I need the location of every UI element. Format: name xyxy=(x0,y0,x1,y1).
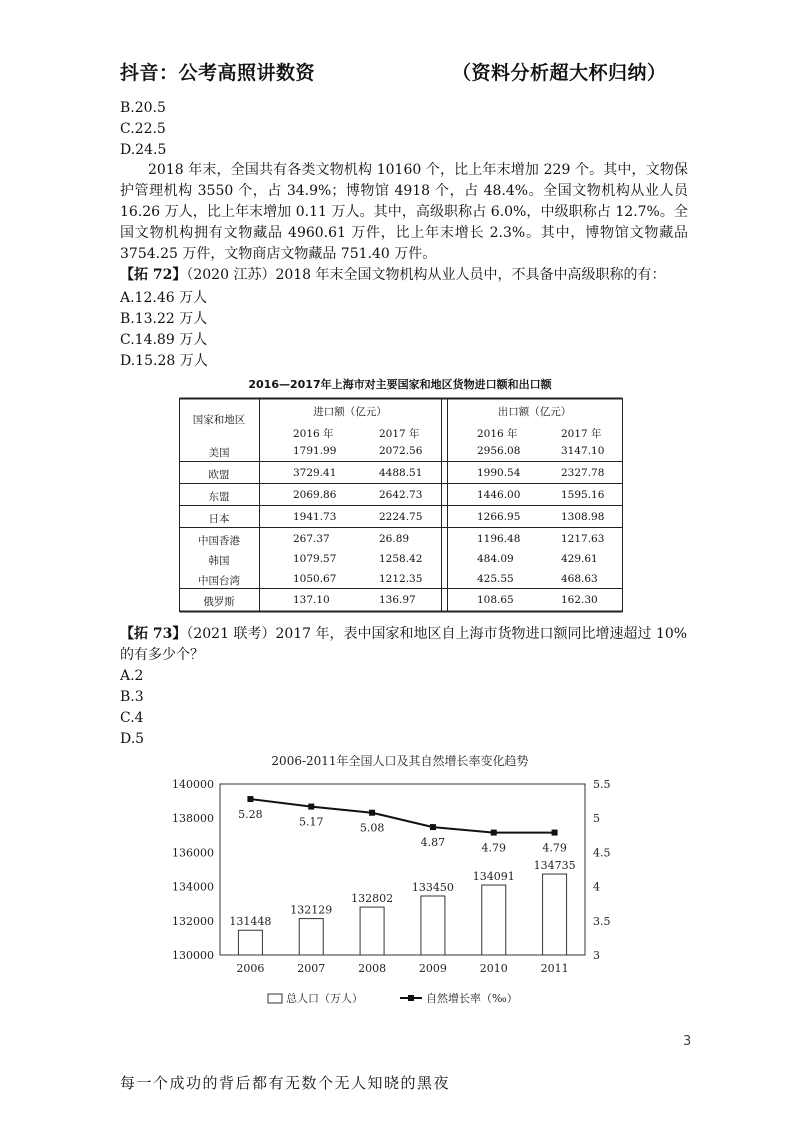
bar xyxy=(238,930,262,955)
growth-rate-line xyxy=(250,799,554,833)
line-data-label: 5.28 xyxy=(238,808,263,822)
table-cell: 425.55 xyxy=(477,573,514,585)
legend-bar-swatch xyxy=(268,994,282,1003)
x-tick-label: 2006 xyxy=(236,962,265,975)
question-73 xyxy=(120,624,690,666)
table-row-label: 欧盟 xyxy=(208,469,230,481)
table-row-label: 韩国 xyxy=(208,555,230,567)
table-year-import-2016: 2016 年 xyxy=(293,428,334,440)
line-data-label: 4.79 xyxy=(481,841,506,855)
table-cell: 108.65 xyxy=(477,594,514,606)
bar xyxy=(543,874,567,955)
table-row-label: 日本 xyxy=(208,513,230,525)
footer-motto: 每一个成功的背后都有无数个无人知晓的黑夜 xyxy=(120,1074,451,1092)
question-72-tag: 【拓 72】 xyxy=(120,267,187,283)
chart-bars xyxy=(229,859,575,955)
chart-legend xyxy=(268,991,518,1005)
y-right-tick-label: 3.5 xyxy=(593,914,611,928)
bar-data-label: 133450 xyxy=(411,881,454,895)
table-year-export-2016: 2016 年 xyxy=(477,428,518,440)
bar-data-label: 131448 xyxy=(229,915,272,929)
legend-line-label: 自然增长率（‰） xyxy=(426,992,518,1005)
table-header-export: 出口额（亿元） xyxy=(497,406,572,418)
table-cell: 1308.98 xyxy=(561,511,605,523)
table-cell: 2327.78 xyxy=(561,467,605,479)
prev-option-c: C.22.5 xyxy=(120,121,166,137)
table-cell: 1079.57 xyxy=(293,553,337,565)
line-point xyxy=(491,830,497,836)
legend-line-marker xyxy=(408,995,414,1001)
y-right-tick-label: 4 xyxy=(593,880,600,894)
y-right-tick-label: 4.5 xyxy=(593,846,611,860)
question-72-text: （2020 江苏）2018 年末全国文物机构从业人员中，不具备中高级职称的有： xyxy=(186,267,666,283)
y-left-tick-label: 130000 xyxy=(172,949,214,962)
table-cell: 137.10 xyxy=(293,594,330,606)
y-left-tick-label: 136000 xyxy=(172,846,214,860)
q72-option-d: D.15.28 万人 xyxy=(120,353,208,369)
x-tick-label: 2010 xyxy=(479,962,508,975)
table-year-import-2017: 2017 年 xyxy=(379,428,420,440)
x-tick-label: 2009 xyxy=(418,962,447,975)
table-header-import: 进口额（亿元） xyxy=(313,406,387,418)
table-cell: 2224.75 xyxy=(379,511,423,523)
line-point xyxy=(308,804,314,810)
plot-frame xyxy=(220,784,585,955)
prev-option-b: B.20.5 xyxy=(120,100,166,116)
table-cell: 484.09 xyxy=(477,553,514,565)
table-cell: 1941.73 xyxy=(293,511,337,523)
table-cell: 1196.48 xyxy=(477,533,521,545)
chart-line-series xyxy=(238,796,567,855)
q73-option-a: A.2 xyxy=(120,668,144,684)
line-data-label: 4.87 xyxy=(420,836,446,850)
table-cell: 162.30 xyxy=(561,594,598,606)
passage-text: 2018 年末，全国共有各类文物机构 10160 个，比上年末增加 229 个。其中，文物保护管理机构 3550 个，占 34.9%；博物馆 4918 个，占 48.4%。全国文物机构从业人员 16.26 万人，比上年末增加 0.11 万人。其中，高级职称占 6.0%，中级职称占 12.7%。全国文物机构拥有文物藏品 4960.61 万件，比上年末增长 2.3%。其中，博物馆文物藏品 3754.25 万件，文物商店文物藏品 751.40 万件。 xyxy=(120,162,688,262)
question-73-tag: 【拓 73】 xyxy=(120,626,187,642)
table-cell: 3147.10 xyxy=(561,445,605,457)
prev-option-d: D.24.5 xyxy=(120,142,167,158)
table-row-label: 中国香港 xyxy=(198,535,240,547)
table-cell: 1446.00 xyxy=(477,489,521,501)
header-right: （资料分析超大杯归纳） xyxy=(452,62,667,84)
bar xyxy=(421,896,445,955)
bar xyxy=(299,919,323,955)
table-cell: 1791.99 xyxy=(293,445,337,457)
population-chart xyxy=(150,748,650,1018)
table-cell: 1266.95 xyxy=(477,511,521,523)
table-cell: 1050.67 xyxy=(293,573,337,585)
table-cell: 2956.08 xyxy=(477,445,521,457)
table-cell: 267.37 xyxy=(293,533,330,545)
table-cell: 2642.73 xyxy=(379,489,423,501)
table-cell: 4488.51 xyxy=(379,467,423,479)
table-row-label: 中国台湾 xyxy=(198,575,240,587)
q72-option-a: A.12.46 万人 xyxy=(120,290,208,306)
table-cell: 3729.41 xyxy=(293,467,337,479)
q72-option-b: B.13.22 万人 xyxy=(120,311,208,327)
table-cell: 1258.42 xyxy=(379,553,423,565)
header-left: 抖音：公考高照讲数资 xyxy=(120,62,316,84)
y-right-tick-label: 5.5 xyxy=(593,778,611,791)
table-cell: 136.97 xyxy=(379,594,416,606)
bar-data-label: 134091 xyxy=(472,870,515,884)
bar-data-label: 132802 xyxy=(351,892,394,906)
table-cell: 2072.56 xyxy=(379,445,423,457)
line-point xyxy=(552,830,558,836)
y-right-tick-label: 5 xyxy=(593,812,600,826)
table-cell: 2069.86 xyxy=(293,489,337,501)
table-row-label: 俄罗斯 xyxy=(203,596,235,608)
line-data-label: 5.17 xyxy=(299,815,324,829)
table-row-label: 美国 xyxy=(208,447,230,459)
page-number: 3 xyxy=(683,1034,692,1049)
q73-option-b: B.3 xyxy=(120,689,144,705)
y-left-tick-label: 138000 xyxy=(172,812,214,826)
import-export-table xyxy=(179,398,622,611)
table-cell: 1990.54 xyxy=(477,467,521,479)
table-cell: 26.89 xyxy=(379,533,410,545)
table-year-export-2017: 2017 年 xyxy=(561,428,602,440)
line-point xyxy=(430,824,436,830)
q73-option-c: C.4 xyxy=(120,710,144,726)
line-data-label: 4.79 xyxy=(542,841,567,855)
legend-bar-label: 总人口（万人） xyxy=(286,992,363,1005)
x-tick-label: 2007 xyxy=(297,962,326,975)
line-point xyxy=(369,810,375,816)
x-tick-label: 2008 xyxy=(358,962,387,975)
q73-option-d: D.5 xyxy=(120,731,145,747)
bar-data-label: 134735 xyxy=(533,859,576,873)
x-tick-label: 2011 xyxy=(540,962,569,975)
table-cell: 1212.35 xyxy=(379,573,423,585)
y-left-tick-label: 140000 xyxy=(172,778,214,791)
bar xyxy=(360,907,384,955)
y-left-tick-label: 132000 xyxy=(172,914,214,928)
bar-data-label: 132129 xyxy=(290,903,333,917)
table-header-region: 国家和地区 xyxy=(192,414,246,426)
question-73-text: （2021 联考）2017 年，表中国家和地区自上海市货物进口额同比增速超过 10%的有多少个？ xyxy=(120,626,688,663)
y-right-tick-label: 3 xyxy=(593,949,600,962)
table-row-label: 东盟 xyxy=(208,491,230,503)
q72-option-c: C.14.89 万人 xyxy=(120,332,208,348)
table-cell: 1217.63 xyxy=(561,533,605,545)
table-cell: 429.61 xyxy=(561,553,598,565)
table-cell: 1595.16 xyxy=(561,489,605,501)
chart-title: 2006-2011年全国人口及其自然增长率变化趋势 xyxy=(271,754,529,768)
table-title: 2016—2017年上海市对主要国家和地区货物进口额和出口额 xyxy=(248,378,552,391)
bar xyxy=(482,885,506,955)
table-cell: 468.63 xyxy=(561,573,598,585)
y-left-tick-label: 134000 xyxy=(172,880,214,894)
line-data-label: 5.08 xyxy=(359,821,385,835)
line-point xyxy=(247,796,253,802)
